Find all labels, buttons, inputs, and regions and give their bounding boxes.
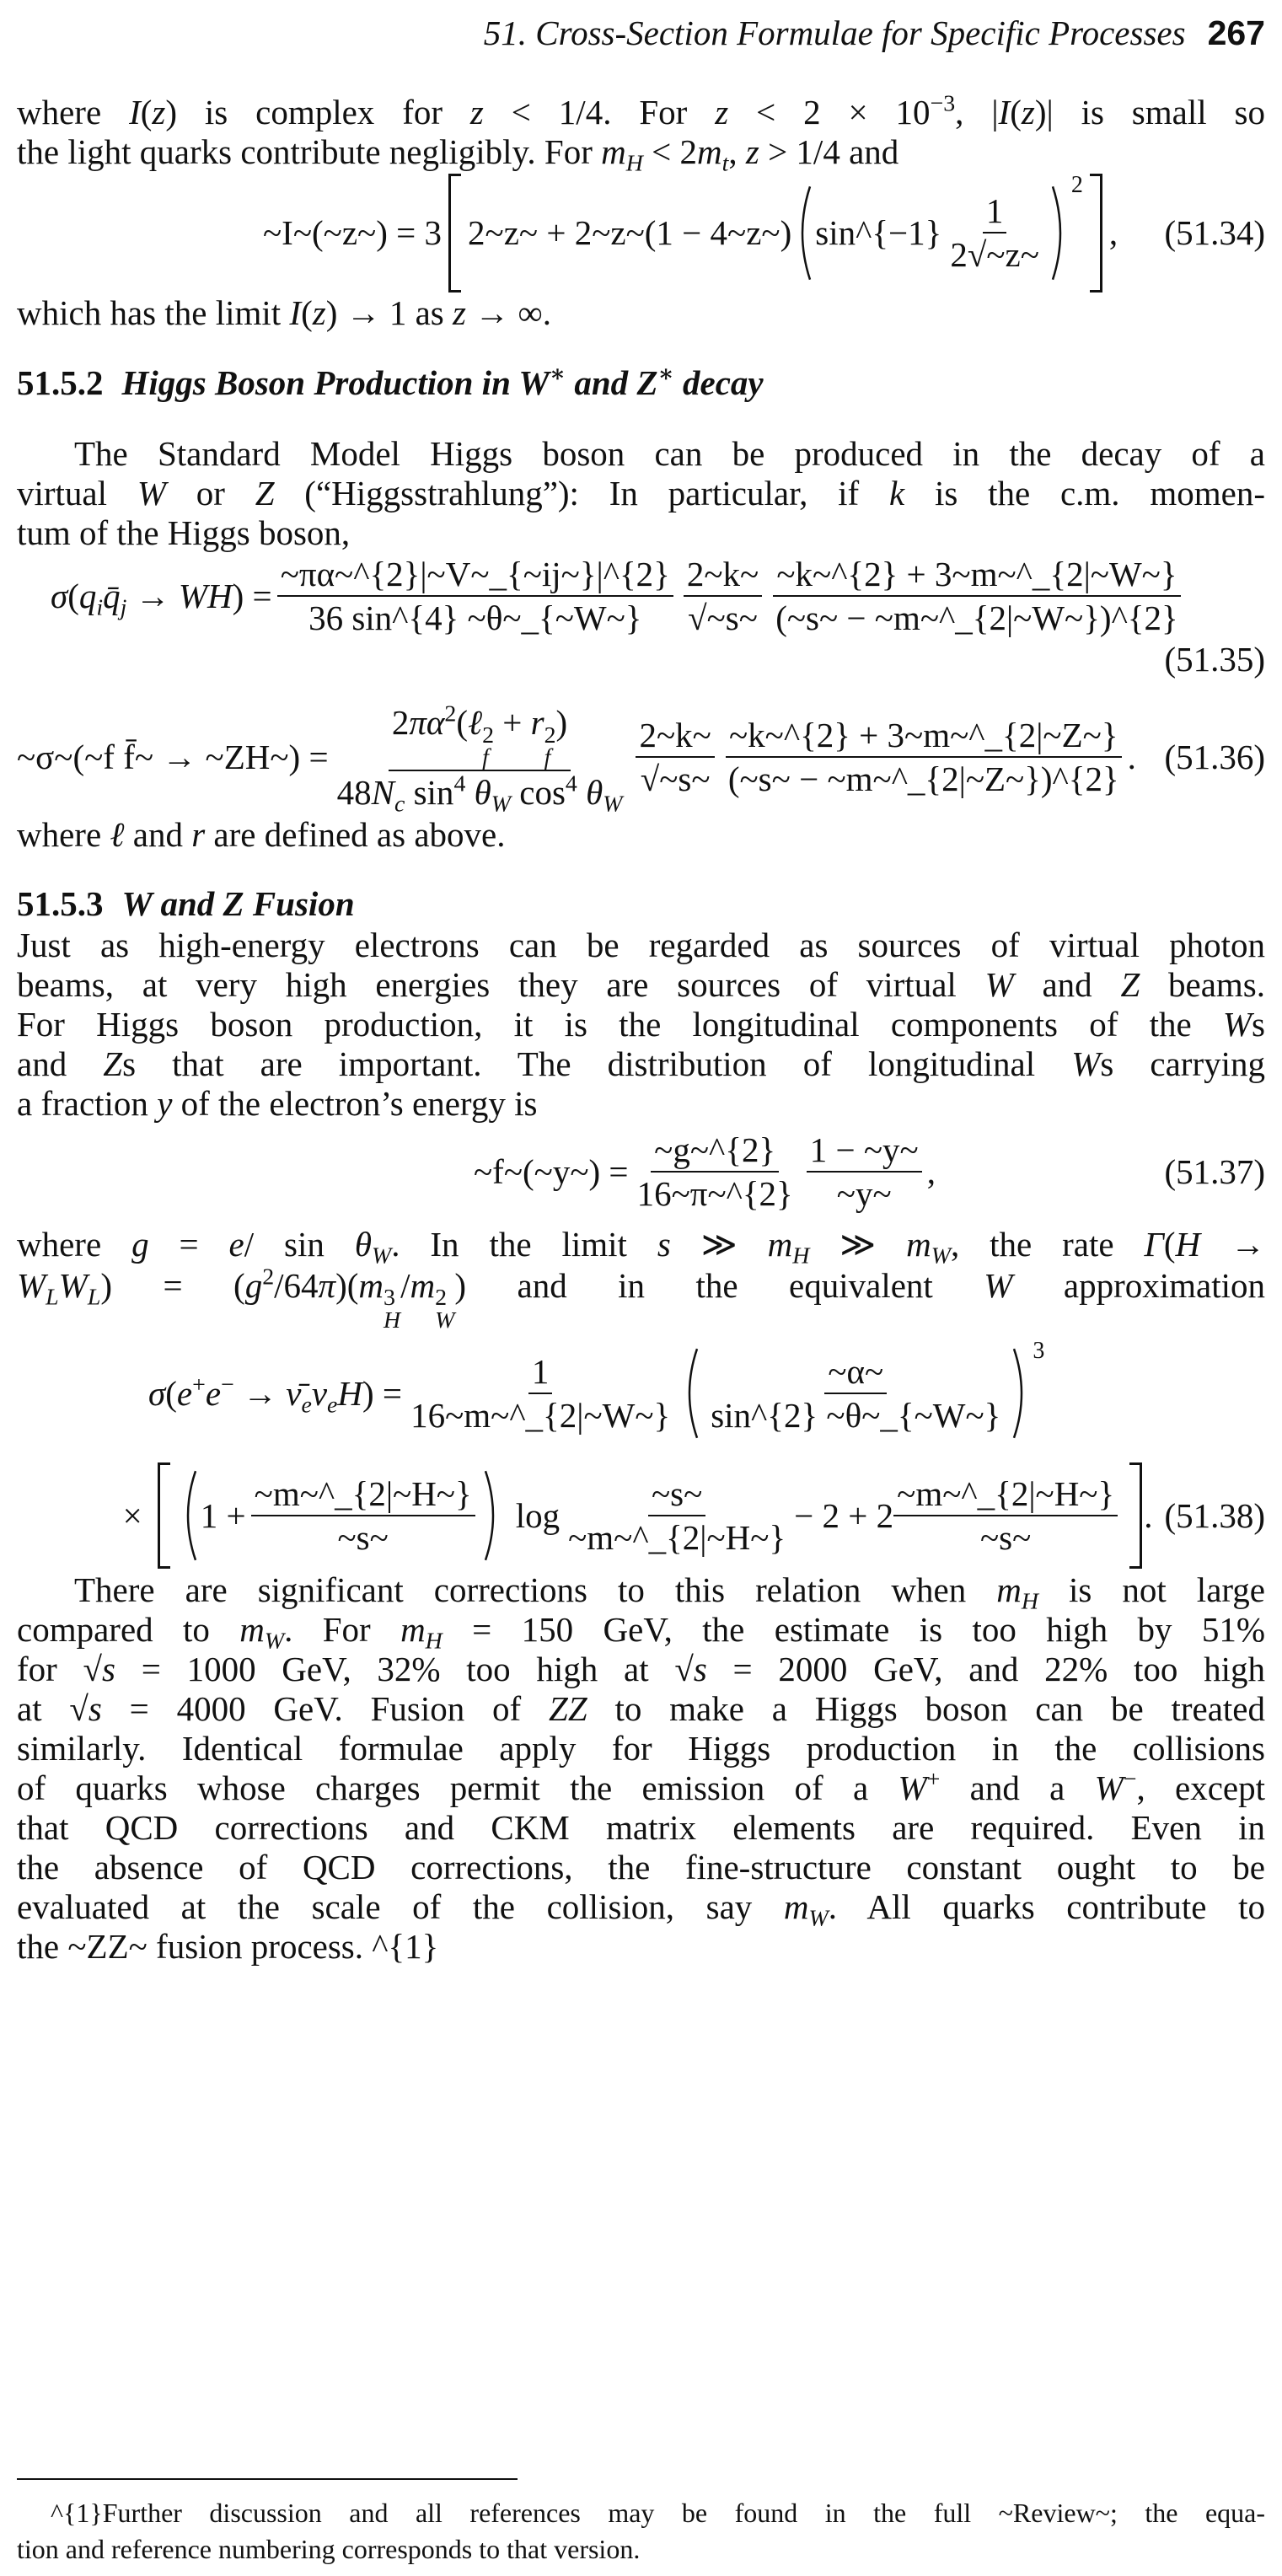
- text-line: compared to $m_W$. For $m_H = 150$ GeV, the estimate is too high by 51%: [17, 1609, 1265, 1655]
- left-bracket: [448, 174, 461, 292]
- equation-51-36: [17, 700, 1265, 818]
- denominator: ~m~^_{2|~H~}: [568, 1517, 786, 1557]
- section-heading: [17, 884, 1265, 924]
- fraction: [334, 700, 626, 818]
- equation-number: (51.37): [1164, 1151, 1265, 1191]
- numerator: ~m~^_{2|~H~}: [893, 1473, 1118, 1516]
- times-sign: ×: [122, 1495, 142, 1535]
- right-paren: [483, 1469, 502, 1562]
- page-body: [17, 0, 1265, 1967]
- denominator: √~s~: [688, 598, 758, 637]
- denominator: 16~m~^_{2|~W~}: [410, 1395, 671, 1435]
- text-line: $W_LW_L) = (g^2/64\pi)(m$ 3 H /m 2 W ) and in the equivalent W approximation: [17, 1264, 1265, 1334]
- section-title: Higgs Boson Production in W∗ and Z∗ decay: [121, 361, 764, 402]
- footnote: [17, 2478, 1265, 2568]
- fraction: [725, 714, 1123, 800]
- equation-51-38-line2: [17, 1461, 1265, 1570]
- text-line: where I(z) is complex for z < 1/4. For $z < 2 \times 10^{-3}$, |I(z)| is small so: [17, 90, 1265, 131]
- eq-term: log: [515, 1495, 561, 1535]
- denominator: (~s~ − ~m~^_{2|~W~})^{2}: [775, 598, 1178, 637]
- equation-51-34: [17, 172, 1265, 293]
- equation-number: (51.35): [1164, 640, 1265, 679]
- exponent: 3: [1033, 1337, 1045, 1364]
- numerator: ~πα~^{2}|~V~_{~ij~}|^{2}: [277, 553, 673, 597]
- left-paren: [681, 1347, 700, 1440]
- punct: ,: [1108, 213, 1118, 252]
- fraction: [772, 553, 1181, 639]
- left-bracket: [158, 1462, 170, 1569]
- eq-term: − 2 + 2: [794, 1495, 894, 1535]
- punct: ,: [926, 1151, 936, 1191]
- eq-lhs: ~σ~(~f f̄~ → ~ZH~) =: [17, 738, 329, 777]
- exponent: 2: [1070, 172, 1083, 198]
- fraction: [684, 553, 762, 639]
- denominator: 16~π~^{2}: [636, 1173, 793, 1213]
- text-line: a fraction y of the electron’s energy is: [17, 1083, 538, 1123]
- text-line: evaluated at the scale of the collision, say $m_W$. All quarks contribute to: [17, 1886, 1265, 1932]
- denominator: √~s~: [640, 759, 711, 799]
- eq-lhs: ~f~(~y~) =: [474, 1151, 629, 1191]
- denominator: sin^{2} ~θ~_{~W~}: [711, 1395, 1001, 1435]
- text-line: The Standard Model Higgs boson can be produced in the decay of a: [74, 434, 1265, 473]
- page-number: 267: [1207, 13, 1265, 52]
- numerator: ~k~^{2} + 3~m~^_{2|~W~}: [773, 553, 1180, 597]
- fraction: [947, 190, 1043, 276]
- footnote-rule: [17, 2478, 518, 2480]
- text-line: the ~ZZ~ fusion process. ^{1}: [17, 1926, 439, 1966]
- numerator: 1 − ~y~: [807, 1129, 922, 1173]
- text-line: Just as high-energy electrons can be regarded as sources of virtual photon: [17, 925, 1265, 964]
- fraction: [565, 1473, 789, 1559]
- section-heading: [17, 363, 1265, 403]
- text-line: that QCD corrections and CKM matrix elements are required. Even in: [17, 1807, 1265, 1847]
- footnote-line: ^{1}Further discussion and all references may be found in the full ~Review~; the equa-: [51, 2498, 1265, 2528]
- text-line: at √s = 4000 GeV. Fusion of ZZ to make a Higgs boson can be treated: [17, 1688, 1265, 1728]
- denominator: $48N_c$ $\sin^4 \theta_W$ $\cos^4 \theta_W$: [336, 770, 623, 818]
- text-line: of quarks whose charges permit the emission of a W+ and a W−, except: [17, 1766, 1265, 1807]
- numerator: 1: [983, 190, 1007, 233]
- equation-51-35: [17, 553, 1265, 679]
- numerator: ~α~: [824, 1350, 887, 1394]
- numerator: 1: [528, 1350, 553, 1394]
- fraction: [634, 1129, 797, 1215]
- eq-lhs: $\sigma(e^+e^- \to \nū_e\nu_eH)$ =: [148, 1371, 403, 1419]
- equation-number: (51.34): [1164, 213, 1265, 252]
- denominator: ~s~: [980, 1517, 1032, 1557]
- left-paren: [180, 1469, 198, 1562]
- denominator: ~s~: [337, 1517, 389, 1557]
- footnote-line: tion and reference numbering corresponds to that version.: [17, 2534, 641, 2564]
- denominator: 36 sin^{4} ~θ~_{~W~}: [308, 598, 642, 637]
- denominator: 2√~z~: [950, 235, 1039, 274]
- denominator: (~s~ − ~m~^_{2|~Z~})^{2}: [727, 759, 1119, 799]
- numerator: ~m~^_{2|~H~}: [251, 1473, 475, 1516]
- fraction: [636, 714, 714, 800]
- section-title: W and Z Fusion: [121, 883, 355, 923]
- numerator: ~s~: [648, 1473, 705, 1516]
- numerator: 2~k~: [684, 553, 762, 597]
- numerator: 2~k~: [636, 714, 714, 758]
- eq-lhs: $\sigma(q_iq̄_j \to WH)$ =: [51, 577, 272, 621]
- text-line: For Higgs boson production, it is the longitudinal components of the Ws: [17, 1004, 1265, 1044]
- right-bracket: [1090, 174, 1102, 292]
- fraction: [893, 1473, 1118, 1559]
- denominator: ~y~: [836, 1173, 892, 1213]
- text-line: where ℓ and r are defined as above.: [17, 814, 506, 854]
- equation-number: (51.38): [1164, 1495, 1265, 1535]
- right-paren: [1050, 185, 1069, 282]
- equation-51-38-line1: [17, 1326, 1265, 1461]
- fraction: [707, 1350, 1004, 1436]
- text-line: which has the limit I(z) → 1 as z → ∞.: [17, 293, 551, 332]
- numerator: ~k~^{2} + 3~m~^_{2|~Z~}: [726, 714, 1122, 758]
- running-header: [17, 0, 1265, 66]
- section-number: 51.5.2: [17, 363, 104, 402]
- text-line: where g = e/ $\sin \theta_W$. In the limit s ≫ $m_H$ ≫ $m_W$, the rate Γ(H →: [17, 1224, 1265, 1269]
- header-title: 51. Cross-Section Formulae for Specific Processes: [483, 13, 1186, 52]
- fraction: [407, 1350, 673, 1436]
- equation-51-37: [17, 1124, 1265, 1220]
- numerator: $2\pi\alpha^2(\ell$ 2 f + r 2 f ): [389, 701, 571, 771]
- text-line: and Zs that are important. The distribution of longitudinal Ws carrying: [17, 1044, 1265, 1083]
- left-paren: [794, 185, 813, 282]
- text-line: the absence of QCD corrections, the fine-structure constant ought to be: [17, 1847, 1265, 1886]
- right-bracket: [1129, 1462, 1142, 1569]
- eq-term: sin^{−1}: [815, 213, 942, 252]
- fraction: [807, 1129, 922, 1215]
- text-line: beams, at very high energies they are sources of virtual W and Z beams.: [17, 964, 1266, 1004]
- text-line: tum of the Higgs boson,: [17, 513, 351, 552]
- eq-term: 2~z~ + 2~z~(1 − 4~z~): [468, 213, 792, 252]
- equation-number: (51.36): [1164, 738, 1265, 777]
- text-line: virtual W or Z (“Higgsstrahlung”): In particular, if k is the c.m. momen-: [17, 474, 1265, 513]
- text-line: There are significant corrections to this relation when $m_H$ is not large: [74, 1570, 1266, 1615]
- punct: .: [1144, 1495, 1153, 1535]
- text-line: similarly. Identical formulae apply for Higgs production in the collisions: [17, 1728, 1265, 1768]
- text-line: the light quarks contribute negligibly. For $m_H < 2m_t$, z > 1/4 and: [17, 132, 899, 177]
- punct: .: [1127, 738, 1136, 777]
- section-number: 51.5.3: [17, 883, 104, 923]
- eq-lhs: ~I~(~z~) = 3: [263, 213, 443, 252]
- eq-term: 1 +: [200, 1495, 246, 1535]
- numerator: ~g~^{2}: [651, 1129, 779, 1173]
- fraction: [277, 553, 673, 639]
- text-line: for √s = 1000 GeV, 32% too high at √s = 2000 GeV, and 22% too high: [17, 1649, 1266, 1688]
- right-paren: [1011, 1347, 1030, 1440]
- fraction: [251, 1473, 475, 1559]
